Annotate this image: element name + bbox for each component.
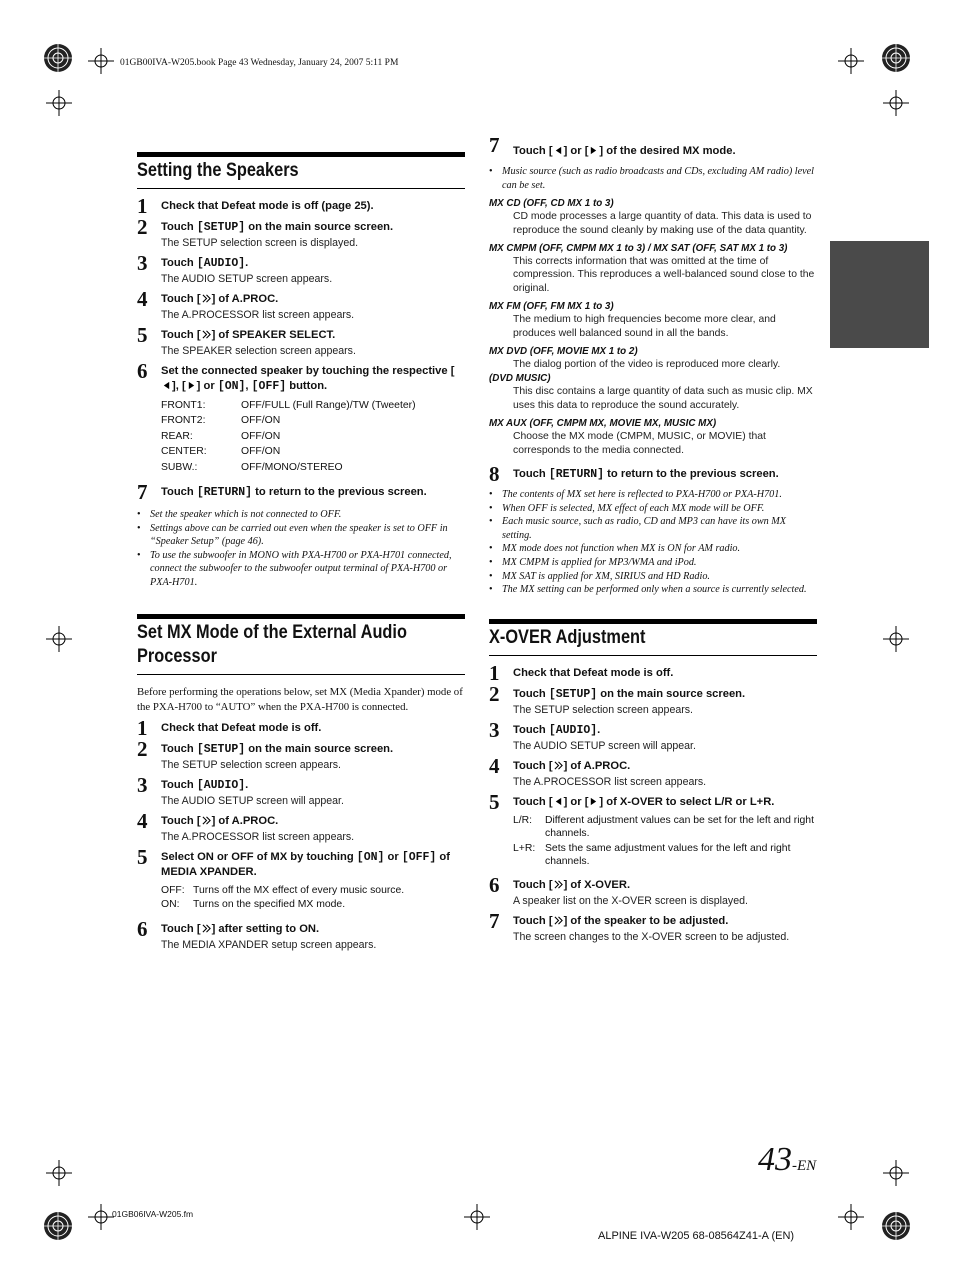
registration-mark-icon — [876, 38, 916, 83]
note: • Each music source, such as radio, CD and MP3 can have its own MX setting. — [489, 515, 817, 542]
step-title: Set the connected speaker by touching the respective [ ], [ ] or [ON], [OFF] button. — [161, 365, 455, 393]
step-description: The MEDIA XPANDER setup screen appears. — [161, 939, 377, 952]
off-button: [OFF] — [401, 851, 437, 865]
section-title-line2: Processor — [137, 645, 217, 667]
step-description: The SETUP selection screen appears. — [161, 759, 341, 772]
page-suffix: -EN — [792, 1158, 817, 1174]
audio-button: [AUDIO] — [548, 723, 598, 737]
step — [489, 789, 817, 870]
step-number: 7 — [137, 480, 148, 505]
step-title: Touch [SETUP] on the main source screen. — [513, 687, 746, 701]
crosshair-mark-icon — [883, 1160, 909, 1191]
step — [137, 215, 465, 250]
note: • The MX setting can be performed only when a source is currently selected. — [489, 583, 817, 597]
step-title: Check that Defeat mode is off. — [513, 666, 674, 679]
step — [489, 872, 817, 908]
return-button: [RETURN] — [196, 486, 253, 500]
step-title: Touch [ ] of A.PROC. — [161, 815, 279, 828]
step-number: 3 — [489, 717, 500, 742]
option-label: REAR: — [161, 430, 193, 442]
right-column — [489, 133, 817, 944]
left-arrow-icon — [162, 381, 171, 390]
step-title: Touch [ ] or [ ] of the desired MX mode. — [513, 145, 736, 157]
left-arrow-icon — [554, 797, 563, 806]
crosshair-mark-icon — [838, 1204, 864, 1235]
onoff-list — [161, 884, 465, 912]
crosshair-mark-icon — [88, 1204, 114, 1235]
step-description: The A.PROCESSOR list screen appears. — [161, 831, 355, 844]
mx-mode-label: (DVD MUSIC) — [489, 373, 551, 385]
step-number: 7 — [489, 133, 500, 157]
step-description: The AUDIO SETUP screen will appear. — [513, 739, 696, 752]
page-number: 43-EN — [758, 1141, 817, 1178]
step — [137, 251, 465, 286]
step-description: The SETUP selection screen appears. — [513, 703, 693, 716]
step — [137, 737, 465, 772]
option-label: CENTER: — [161, 446, 207, 458]
footer-model: ALPINE IVA-W205 68-08564Z41-A (EN) — [598, 1230, 795, 1242]
step-title: Touch [RETURN] to return to the previous screen. — [161, 486, 427, 500]
note: • When OFF is selected, MX effect of each MX mode will be OFF. — [489, 502, 817, 516]
step-title: Touch [AUDIO]. — [161, 257, 249, 270]
on-button: [ON] — [356, 851, 385, 865]
step — [137, 194, 465, 218]
double-chevron-icon — [554, 916, 563, 925]
left-column — [137, 152, 465, 952]
step-title: Touch [ ] of the speaker to be adjusted. — [513, 914, 729, 927]
crosshair-mark-icon — [46, 90, 72, 121]
crosshair-mark-icon — [46, 626, 72, 657]
step — [489, 908, 817, 944]
mx-mode-item — [489, 242, 817, 295]
step-title: Touch [AUDIO]. — [161, 779, 249, 793]
off-button: [OFF] — [251, 380, 287, 393]
option-value: Turns off the MX effect of every music source. — [193, 885, 405, 897]
option-label: L/R: — [513, 814, 533, 826]
note: • Settings above can be carried out even when the speaker is set to OFF in “Speaker Setup” (page 46). — [137, 522, 465, 549]
step-description: The SETUP selection screen is displayed. — [161, 237, 359, 249]
crosshair-mark-icon — [88, 48, 114, 79]
step-title: Touch [SETUP] on the main source screen. — [161, 743, 394, 757]
file-header: 01GB00IVA-W205.book Page 43 Wednesday, January 24, 2007 5:11 PM — [120, 58, 399, 68]
step-description: The AUDIO SETUP screen will appear. — [161, 795, 344, 808]
mx-mode-description: CD mode processes a large quantity of data. This data is used to reproduce the sound cleanly by making use of the data quantity. — [513, 211, 812, 236]
step-title: Touch [ ] after setting to ON. — [161, 923, 320, 936]
option-value: OFF/ON — [241, 415, 281, 427]
notes-list — [489, 488, 817, 597]
option-label: OFF: — [161, 885, 185, 897]
option-label: ON: — [161, 899, 180, 911]
step-title: Touch [ ] of A.PROC. — [513, 759, 631, 772]
double-chevron-icon — [202, 330, 211, 339]
double-chevron-icon — [554, 880, 563, 889]
section-title: Setting the Speakers — [137, 160, 299, 181]
step-number: 3 — [137, 773, 148, 798]
step — [137, 917, 465, 952]
option-value: OFF/MONO/STEREO — [241, 461, 343, 473]
section-tab — [830, 241, 929, 348]
section-title-line1: Set MX Mode of the External Audio — [137, 621, 407, 643]
step-number: 2 — [137, 215, 148, 239]
registration-mark-icon — [38, 1206, 78, 1251]
mx-mode-description: This disc contains a large quantity of data such as music clip. MX uses this data to reproduce the sound accurately. — [513, 386, 813, 411]
step — [137, 359, 465, 475]
crosshair-mark-icon — [838, 48, 864, 79]
step-description: The SPEAKER selection screen appears. — [161, 345, 356, 357]
step-number: 4 — [137, 287, 148, 311]
option-value: OFF/ON — [241, 430, 281, 442]
mx-mode-description: The medium to high frequencies become more clear, and produces well balanced sound in all the bands. — [513, 314, 776, 339]
crosshair-mark-icon — [883, 626, 909, 657]
step — [137, 845, 465, 912]
lr-options — [513, 814, 817, 870]
step — [137, 773, 465, 808]
step-description: The A.PROCESSOR list screen appears. — [513, 775, 707, 788]
step-title: Touch [ ] of SPEAKER SELECT. — [161, 329, 336, 341]
step-title: Touch [ ] of A.PROC. — [161, 293, 279, 305]
step-number: 1 — [137, 716, 148, 741]
registration-mark-icon — [38, 38, 78, 83]
step — [137, 480, 465, 505]
double-chevron-icon — [202, 294, 211, 303]
step-title: Check that Defeat mode is off (page 25). — [161, 200, 374, 212]
note: • MX SAT is applied for XM, SIRIUS and HD Radio. — [489, 570, 817, 584]
step-number: 4 — [489, 753, 500, 778]
step-number: 6 — [489, 872, 500, 897]
mx-mode-label: MX AUX (OFF, CMPM MX, MOVIE MX, MUSIC MX) — [489, 418, 717, 430]
note: • To use the subwoofer in MONO with PXA-H700 or PXA-H701 connected, connect the subwoofer to the subwoofer output terminal of PXA-H700 or PXA-H701. — [137, 549, 465, 590]
section-title: X-OVER Adjustment — [489, 626, 646, 648]
crosshair-mark-icon — [46, 1160, 72, 1191]
option-value: Turns on the specified MX mode. — [193, 899, 346, 911]
option-label: FRONT1: — [161, 400, 206, 411]
mx-mode-item — [489, 345, 817, 371]
mx-mode-description: The dialog portion of the video is reproduced more clearly. — [513, 359, 781, 371]
step-number: 7 — [489, 908, 500, 933]
step-number: 8 — [489, 462, 500, 487]
section-header-xover — [489, 619, 817, 656]
crosshair-mark-icon — [883, 90, 909, 121]
option-label: FRONT2: — [161, 415, 206, 427]
option-value: Sets the same adjustment values for the left and right channels. — [545, 842, 791, 867]
step-description: The A.PROCESSOR list screen appears. — [161, 309, 355, 321]
registration-mark-icon — [876, 1206, 916, 1251]
intro-text: Before performing the operations below, set MX (Media Xpander) mode of the PXA-H700 to “AUTO” when the PXA-H700 is connected. — [137, 685, 463, 713]
step-description: The screen changes to the X-OVER screen to be adjusted. — [513, 930, 790, 943]
step — [137, 287, 465, 322]
return-button: [RETURN] — [548, 468, 605, 482]
step-number: 6 — [137, 359, 148, 383]
section-header-mx — [137, 614, 465, 675]
right-arrow-icon — [187, 381, 196, 390]
mx-mode-item — [489, 372, 817, 412]
step-title: Check that Defeat mode is off. — [161, 722, 322, 735]
step-title: Touch [ ] or [ ] of X-OVER to select L/R or L+R. — [513, 795, 775, 808]
step-title: Select ON or OFF of MX by touching [ON] or [OFF] of MEDIA XPANDER. — [161, 851, 450, 879]
option-value: Different adjustment values can be set for the left and right channels. — [545, 814, 814, 839]
step-number: 2 — [489, 681, 500, 706]
note: • MX mode does not function when MX is ON for AM radio. — [489, 542, 817, 556]
notes-list — [489, 165, 817, 192]
step-title: Touch [SETUP] on the main source screen. — [161, 221, 394, 234]
step — [489, 133, 817, 159]
speaker-options — [161, 398, 465, 475]
left-arrow-icon — [554, 146, 563, 155]
section-header-speakers — [137, 152, 465, 189]
step-number: 1 — [137, 194, 148, 218]
notes-list — [137, 508, 465, 590]
step — [137, 809, 465, 844]
crosshair-mark-icon — [464, 1204, 490, 1235]
mx-mode-label: MX CD (OFF, CD MX 1 to 3) — [489, 198, 614, 210]
note: • MX CMPM is applied for MP3/WMA and iPod. — [489, 556, 817, 570]
mx-mode-label: MX DVD (OFF, MOVIE MX 1 to 2) — [489, 346, 638, 358]
note: • The contents of MX set here is reflected to PXA-H700 or PXA-H701. — [489, 488, 817, 502]
step — [137, 323, 465, 358]
right-arrow-icon — [589, 146, 598, 155]
option-label: L+R: — [513, 842, 536, 854]
step-number: 5 — [137, 323, 148, 347]
mx-mode-label: MX CMPM (OFF, CMPM MX 1 to 3) / MX SAT (OFF, SAT MX 1 to 3) — [489, 243, 788, 254]
step — [489, 753, 817, 789]
step-number: 6 — [137, 917, 148, 942]
mx-mode-item — [489, 300, 817, 340]
note: • Set the speaker which is not connected to OFF. — [137, 508, 465, 522]
step-number: 1 — [489, 660, 500, 685]
setup-button: [SETUP] — [548, 687, 598, 701]
step — [489, 681, 817, 717]
step-title: Touch [AUDIO]. — [513, 723, 601, 737]
audio-button: [AUDIO] — [196, 779, 246, 793]
footer-file: 01GB06IVA-W205.fm — [112, 1209, 194, 1219]
option-value: OFF/FULL (Full Range)/TW (Tweeter) — [241, 400, 416, 411]
step-number: 5 — [137, 845, 148, 870]
step-number: 2 — [137, 737, 148, 762]
mx-mode-label: MX FM (OFF, FM MX 1 to 3) — [489, 301, 614, 313]
step-number: 5 — [489, 789, 500, 814]
step-number: 3 — [137, 251, 148, 275]
double-chevron-icon — [202, 924, 211, 933]
mx-mode-item — [489, 417, 817, 457]
right-arrow-icon — [589, 797, 598, 806]
setup-button: [SETUP] — [196, 221, 246, 234]
step-description: A speaker list on the X-OVER screen is displayed. — [513, 894, 748, 907]
step-number: 4 — [137, 809, 148, 834]
mx-mode-description: Choose the MX mode (CMPM, MUSIC, or MOVIE) that corresponds to the media connected. — [513, 431, 766, 456]
mx-mode-item — [489, 197, 817, 237]
double-chevron-icon — [202, 816, 211, 825]
step-title: Touch [ ] of X-OVER. — [513, 878, 631, 891]
audio-button: [AUDIO] — [196, 257, 246, 270]
note: • Music source (such as radio broadcasts and CDs, excluding AM radio) level can be set. — [489, 165, 817, 192]
option-label: SUBW.: — [161, 461, 198, 473]
mx-mode-description: This corrects information that was omitted at the time of compression. This reproduces a well-balanced sound close to the original. — [513, 256, 815, 294]
setup-button: [SETUP] — [196, 743, 246, 757]
step — [137, 716, 465, 741]
step-title: Touch [RETURN] to return to the previous screen. — [513, 468, 779, 482]
option-value: OFF/ON — [241, 446, 281, 458]
step-description: The AUDIO SETUP screen appears. — [161, 273, 333, 285]
on-button: [ON] — [217, 380, 246, 393]
step — [489, 717, 817, 753]
step — [489, 660, 817, 685]
double-chevron-icon — [554, 761, 563, 770]
step — [489, 462, 817, 487]
